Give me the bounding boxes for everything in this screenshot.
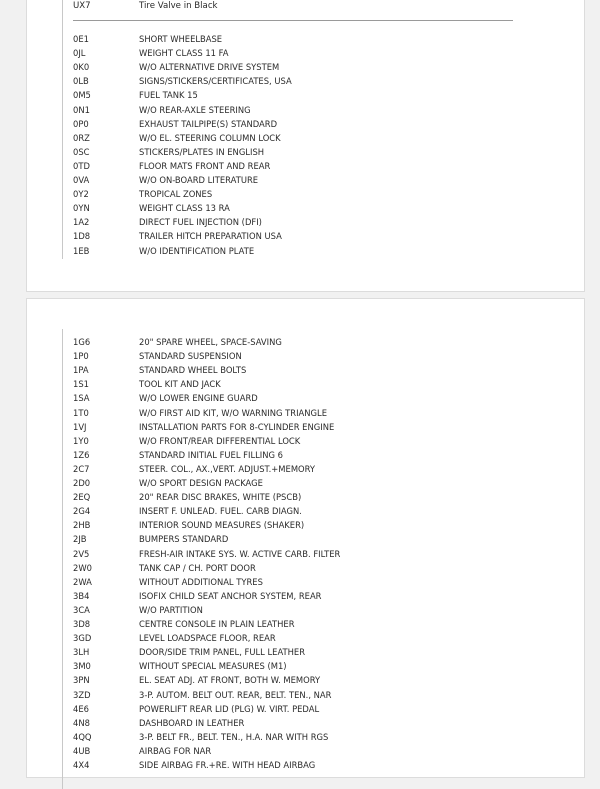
option-code: 2D0 [73, 478, 91, 488]
option-row [73, 349, 564, 363]
option-row [73, 659, 564, 673]
option-row [73, 131, 564, 145]
option-code: 1Y0 [73, 435, 89, 446]
option-row [73, 688, 564, 702]
option-code: 2V5 [73, 548, 90, 559]
option-description: BUMPERS STANDARD [139, 534, 229, 545]
option-code: 0M5 [73, 90, 91, 101]
option-row [73, 173, 564, 187]
option-description: SIGNS/STICKERS/CERTIFICATES, USA [139, 76, 292, 87]
option-code: 1D8 [73, 231, 91, 242]
option-code: 2WA [73, 576, 92, 587]
option-code: 1PA [73, 365, 89, 376]
option-row [73, 406, 564, 420]
option-row [73, 490, 564, 504]
option-code: 1T0 [73, 407, 89, 418]
option-code: 3LH [73, 647, 90, 658]
option-row [73, 645, 564, 659]
option-code: 2G4 [73, 506, 91, 517]
option-code: 3D8 [73, 619, 91, 629]
option-description: FRESH-AIR INTAKE SYS. W. ACTIVE CARB. FILTER [139, 548, 341, 559]
option-code: 1EB [73, 245, 90, 256]
option-description: WEIGHT CLASS 13 RA [139, 203, 230, 214]
option-row [73, 462, 564, 476]
option-row [73, 448, 564, 462]
option-description: W/O ALTERNATIVE DRIVE SYSTEM [139, 62, 280, 73]
option-row [73, 575, 564, 589]
option-description: WITHOUT SPECIAL MEASURES (M1) [139, 661, 287, 672]
option-row [73, 532, 564, 546]
option-description: W/O ON-BOARD LITERATURE [139, 175, 259, 185]
option-row [73, 74, 564, 88]
option-row [73, 187, 564, 201]
option-code: 4N8 [73, 717, 90, 728]
option-row [73, 103, 564, 117]
option-code: 1Z6 [73, 449, 90, 460]
option-row [73, 32, 564, 46]
option-row [73, 603, 564, 617]
option-code: 0E1 [73, 34, 89, 44]
option-code: 3M0 [73, 661, 91, 672]
option-code: 1S1 [73, 379, 89, 390]
option-description: SHORT WHEELBASE [139, 34, 223, 44]
option-description: 20" REAR DISC BRAKES, WHITE (PSCB) [139, 492, 302, 503]
option-code: 1SA [73, 393, 90, 404]
option-description: INTERIOR SOUND MEASURES (SHAKER) [139, 520, 305, 531]
option-row [73, 159, 564, 173]
option-code: 4UB [73, 745, 91, 756]
option-row [73, 547, 564, 561]
option-description: STICKERS/PLATES IN ENGLISH [139, 146, 265, 157]
option-row [73, 702, 564, 716]
option-row [73, 46, 564, 60]
option-description: EXHAUST TAILPIPE(S) STANDARD [139, 118, 278, 129]
option-code: 0RZ [73, 132, 90, 143]
option-description: W/O PARTITION [139, 604, 203, 615]
option-description: TANK CAP / CH. PORT DOOR [139, 562, 256, 573]
option-description: EL. SEAT ADJ. AT FRONT, BOTH W. MEMORY [139, 675, 321, 686]
option-row [73, 420, 564, 434]
option-row [73, 377, 564, 391]
option-description: TOOL KIT AND JACK [139, 379, 221, 390]
option-row [73, 145, 564, 159]
option-row [73, 744, 564, 758]
option-row [73, 673, 564, 687]
option-description: POWERLIFT REAR LID (PLG) W. VIRT. PEDAL [139, 703, 320, 714]
option-description: W/O EL. STEERING COLUMN LOCK [139, 132, 281, 143]
option-code: 2C7 [73, 463, 90, 474]
option-row [73, 758, 564, 772]
option-row [73, 363, 564, 377]
option-code: 3ZD [73, 689, 91, 700]
option-description: WITHOUT ADDITIONAL TYRES [139, 576, 263, 587]
option-description: W/O LOWER ENGINE GUARD [139, 393, 258, 404]
option-row [73, 476, 564, 490]
option-code: 2W0 [73, 562, 92, 573]
option-row [73, 631, 564, 645]
option-description: STANDARD SUSPENSION [139, 351, 242, 362]
option-code: 0TD [73, 160, 90, 171]
option-code: 4X4 [73, 760, 90, 770]
option-description: INSTALLATION PARTS FOR 8-CYLINDER ENGINE [139, 421, 335, 432]
option-description: AIRBAG FOR NAR [139, 745, 212, 756]
option-code: 0JL [73, 48, 86, 59]
option-code: 3PN [73, 675, 90, 686]
option-description: FUEL TANK 15 [139, 90, 198, 101]
option-description: W/O FRONT/REAR DIFFERENTIAL LOCK [139, 435, 301, 446]
document-page-1 [26, 0, 585, 292]
option-description: STANDARD WHEEL BOLTS [139, 365, 247, 376]
option-code: 1A2 [73, 217, 90, 228]
option-code: 2HB [73, 520, 91, 531]
option-row [73, 518, 564, 532]
option-description: TRAILER HITCH PREPARATION USA [139, 231, 282, 242]
option-code: 0LB [73, 76, 89, 87]
option-description: W/O SPORT DESIGN PACKAGE [139, 478, 263, 488]
option-description: INSERT F. UNLEAD. FUEL. CARB DIAGN. [139, 506, 302, 517]
option-code: 4QQ [73, 731, 92, 742]
option-code: 0YN [73, 203, 90, 214]
option-description: SIDE AIRBAG FR.+RE. WITH HEAD AIRBAG [139, 760, 316, 770]
option-description: 3-P. AUTOM. BELT OUT. REAR, BELT. TEN., NAR [139, 689, 332, 700]
option-description: W/O IDENTIFICATION PLATE [139, 245, 255, 256]
option-code: 1VJ [73, 421, 87, 432]
option-row [73, 434, 564, 448]
option-row [73, 335, 564, 349]
option-row [73, 88, 564, 102]
option-description: W/O REAR-AXLE STEERING [139, 104, 251, 115]
option-description: STANDARD INITIAL FUEL FILLING 6 [139, 449, 283, 460]
option-code: 2EQ [73, 492, 91, 503]
option-row [73, 229, 564, 243]
option-description: STEER. COL., AX.,VERT. ADJUST.+MEMORY [139, 463, 316, 474]
option-code: 2JB [73, 534, 87, 545]
option-code: 3CA [73, 604, 90, 615]
option-code: 4E6 [73, 703, 89, 714]
option-description: 3-P. BELT FR., BELT. TEN., H.A. NAR WITH RGS [139, 731, 329, 742]
option-description: CENTRE CONSOLE IN PLAIN LEATHER [139, 619, 295, 629]
left-margin-rule [62, 329, 63, 789]
option-description: Tire Valve in Black [139, 1, 218, 11]
option-code: 0K0 [73, 62, 90, 73]
option-row [73, 589, 564, 603]
option-code: 0P0 [73, 118, 89, 129]
option-code: 1G6 [73, 337, 91, 347]
option-code: 0N1 [73, 104, 90, 115]
option-code: 3GD [73, 633, 92, 644]
option-code: UX7 [73, 1, 91, 11]
option-description: FLOOR MATS FRONT AND REAR [139, 160, 271, 171]
option-code: 1P0 [73, 351, 89, 362]
section-divider [73, 20, 513, 21]
option-row [73, 617, 564, 631]
option-row [73, 201, 564, 215]
option-row [73, 244, 564, 258]
option-code: 3B4 [73, 590, 90, 601]
option-description: DOOR/SIDE TRIM PANEL, FULL LEATHER [139, 647, 306, 658]
option-row [73, 561, 564, 575]
option-description: DIRECT FUEL INJECTION (DFI) [139, 217, 262, 228]
option-row-header [73, 0, 564, 13]
option-description: 20" SPARE WHEEL, SPACE-SAVING [139, 337, 282, 347]
left-margin-rule [62, 0, 63, 259]
option-code: 0VA [73, 175, 90, 185]
document-page-2 [26, 298, 585, 778]
option-row [73, 716, 564, 730]
option-description: LEVEL LOADSPACE FLOOR, REAR [139, 633, 276, 644]
option-row [73, 117, 564, 131]
option-row [73, 504, 564, 518]
option-row [73, 60, 564, 74]
option-row [73, 730, 564, 744]
option-description: ISOFIX CHILD SEAT ANCHOR SYSTEM, REAR [139, 590, 322, 601]
option-description: W/O FIRST AID KIT, W/O WARNING TRIANGLE [139, 407, 327, 418]
option-description: DASHBOARD IN LEATHER [139, 717, 245, 728]
option-description: WEIGHT CLASS 11 FA [139, 48, 229, 59]
option-code: 0SC [73, 146, 90, 157]
option-description: TROPICAL ZONES [139, 189, 213, 200]
option-row [73, 215, 564, 229]
option-row [73, 391, 564, 405]
option-code: 0Y2 [73, 189, 89, 200]
